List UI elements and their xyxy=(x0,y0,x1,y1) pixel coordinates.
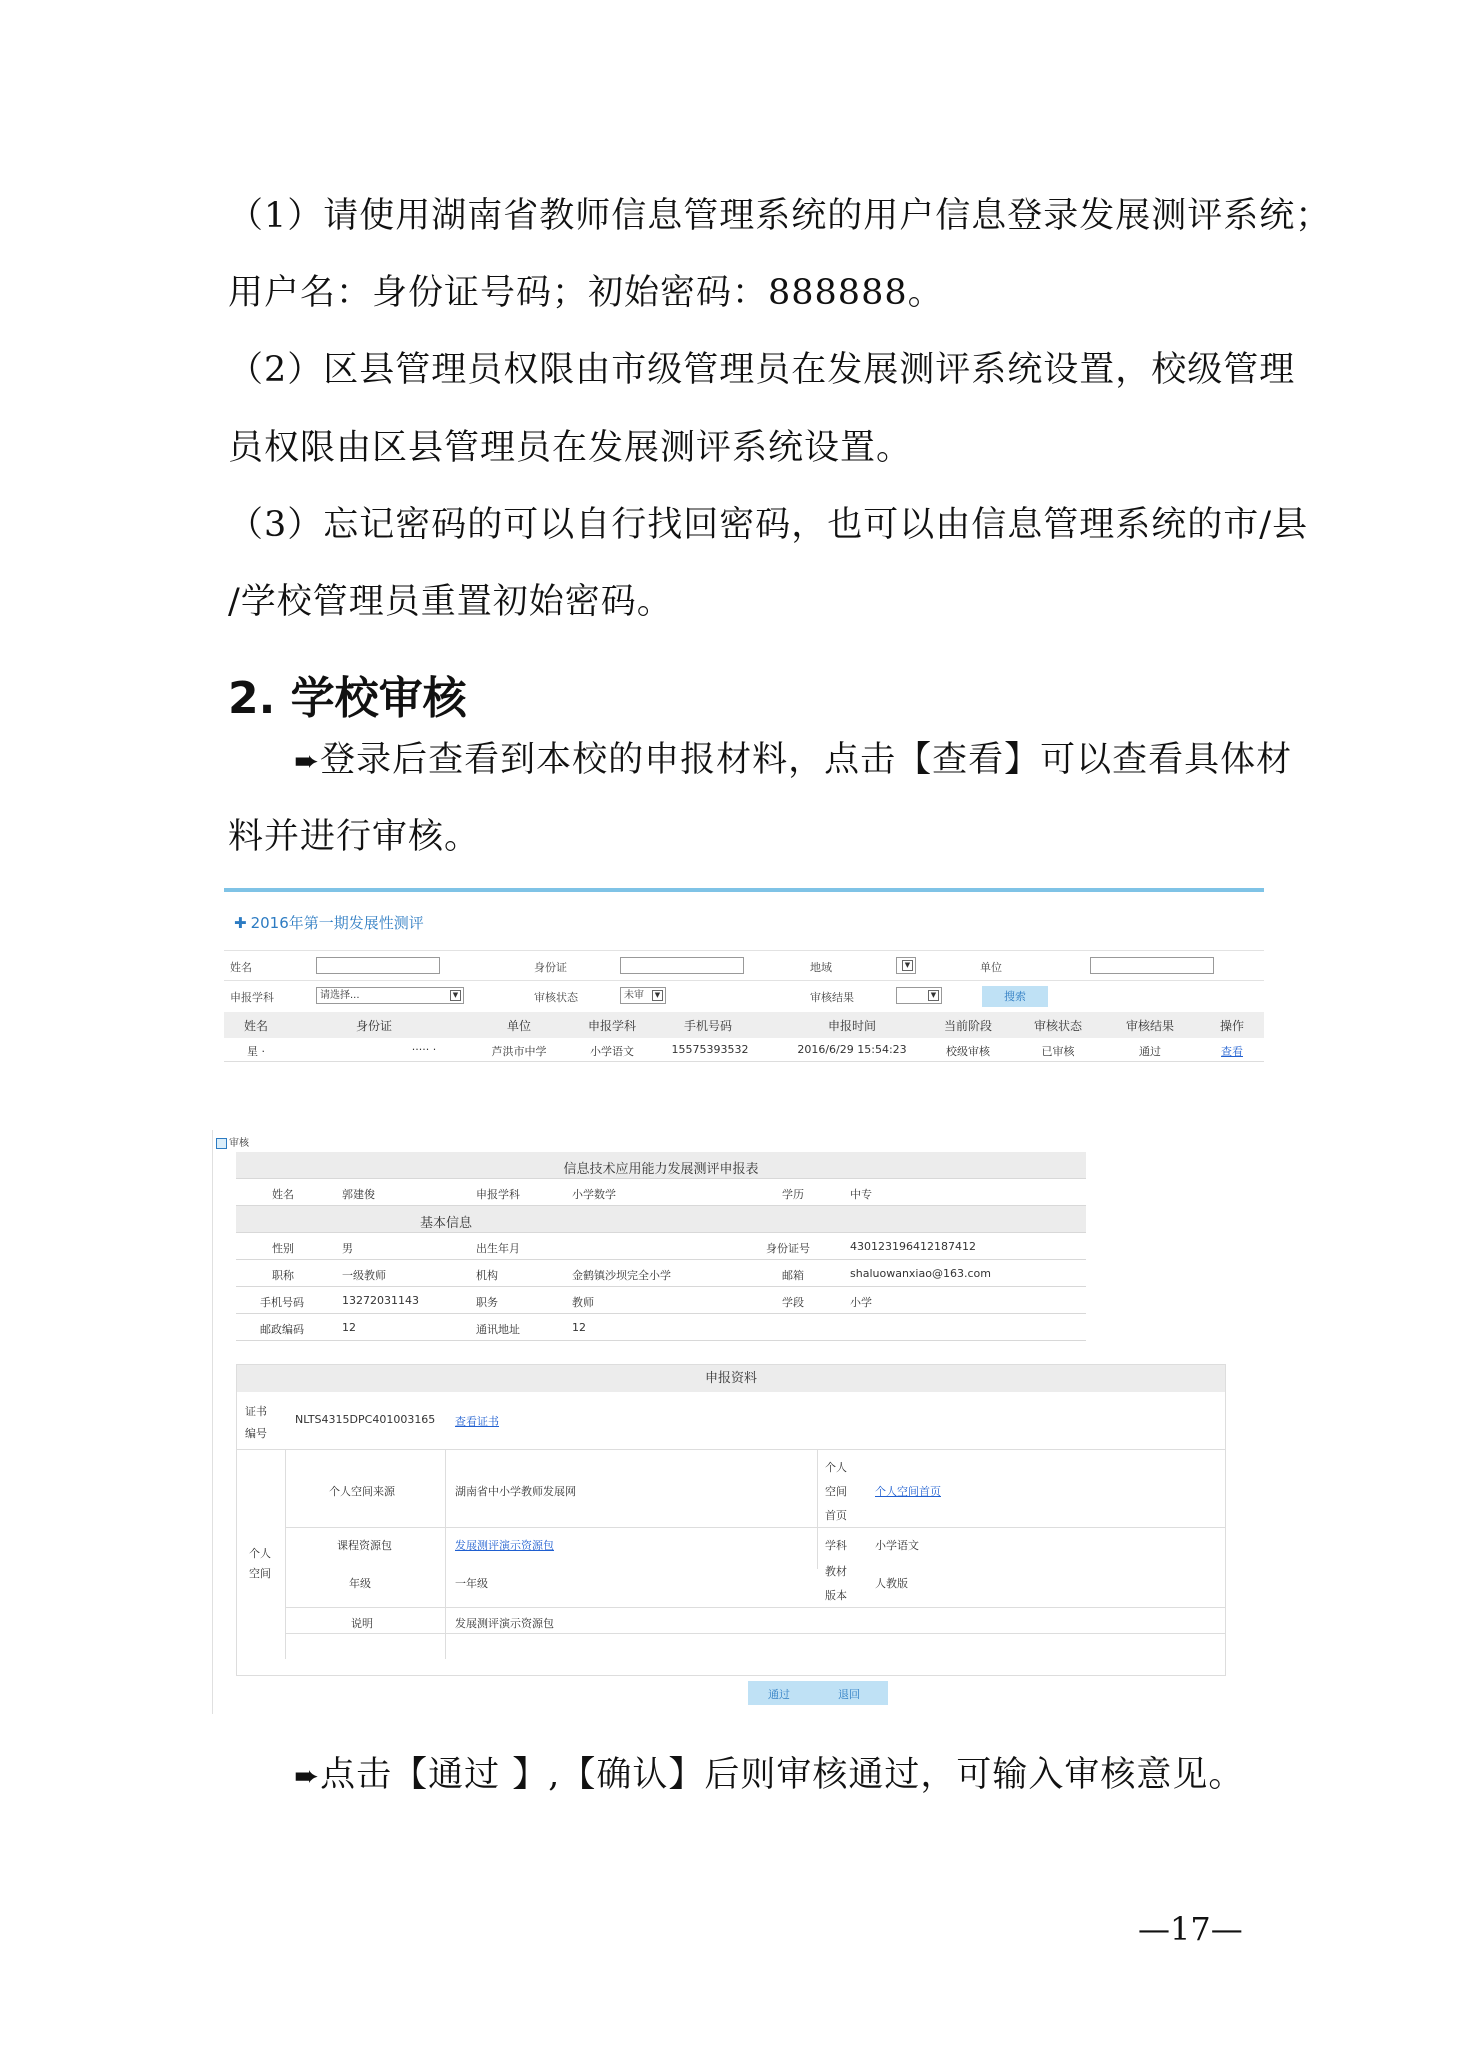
arrow-bullet-icon: ➨ xyxy=(294,1759,321,1794)
unit-label: 单位 xyxy=(980,961,1002,974)
column-header: 当前阶段 xyxy=(943,1019,992,1033)
action-buttons xyxy=(748,1681,888,1705)
email-value: shaluowanxiao@163.com xyxy=(850,1267,991,1280)
space-source-value: 湖南省中小学教师发展网 xyxy=(455,1485,576,1498)
cell-result: 通过 xyxy=(1139,1045,1161,1058)
arrow-bullet-icon: ➨ xyxy=(294,744,321,779)
email-label: 邮箱 xyxy=(782,1269,804,1282)
gender-value: 男 xyxy=(342,1242,353,1255)
paragraph-2-line-1: （2）区县管理员权限由市级管理员在发展测评系统设置，校级管理 xyxy=(228,350,1296,390)
course-label: 课程资源包 xyxy=(337,1539,392,1552)
unit-input[interactable] xyxy=(1090,957,1214,974)
org-label: 机构 xyxy=(476,1269,498,1282)
result-label: 审核结果 xyxy=(810,991,854,1004)
subject-select[interactable] xyxy=(316,987,464,1004)
basic-info-title-row xyxy=(236,1206,1086,1233)
instruction-1-line-2: 料并进行审核。 xyxy=(228,817,481,857)
name-label: 姓名 xyxy=(272,1188,294,1201)
list-screenshot xyxy=(224,888,1264,1068)
idcard-label: 身份证号 xyxy=(766,1242,810,1255)
window-title xyxy=(216,1134,249,1149)
mobile-label: 手机号码 xyxy=(260,1296,304,1309)
grid-row xyxy=(236,1314,1086,1341)
divider xyxy=(285,1633,1225,1634)
materials-section xyxy=(236,1364,1226,1676)
org-value: 金鹤镇沙坝完全小学 xyxy=(572,1269,671,1282)
stage-label: 学段 xyxy=(782,1296,804,1309)
column-header: 姓名 xyxy=(243,1019,268,1033)
divider xyxy=(285,1527,1225,1528)
view-cert-link[interactable]: 查看证书 xyxy=(455,1415,499,1428)
divider xyxy=(817,1449,818,1569)
space-home-label: 个人 xyxy=(825,1461,847,1474)
title-value: 一级教师 xyxy=(342,1269,386,1282)
textbook-value: 人教版 xyxy=(875,1577,908,1590)
space-home-label: 首页 xyxy=(825,1509,847,1522)
note-value: 发展测评演示资源包 xyxy=(455,1617,554,1630)
search-button[interactable]: 搜索 xyxy=(982,986,1048,1007)
cert-label: 证书 xyxy=(245,1405,267,1418)
postcode-label: 邮政编码 xyxy=(260,1323,304,1336)
divider xyxy=(285,1607,1225,1608)
postcode-value: 12 xyxy=(342,1321,356,1334)
address-label: 通讯地址 xyxy=(476,1323,520,1336)
window-icon xyxy=(216,1138,227,1149)
status-label: 审核状态 xyxy=(534,991,578,1004)
grid-row xyxy=(236,1287,1086,1314)
list-title-text: 2016年第一期发展性测评 xyxy=(250,914,424,932)
cell-status: 已审核 xyxy=(1041,1045,1075,1058)
materials-title: 申报资料 xyxy=(237,1365,1225,1392)
table-header xyxy=(224,1012,1264,1038)
instruction-1-text: 登录后查看到本校的申报材料，点击【查看】可以查看具体材 xyxy=(320,740,1293,780)
birth-label: 出生年月 xyxy=(476,1242,520,1255)
paragraph-3-line-2: /学校管理员重置初始密码。 xyxy=(228,582,673,622)
idcard-value: 430123196412187412 xyxy=(850,1240,976,1253)
textbook-label: 教材 xyxy=(825,1565,847,1578)
column-header: 审核状态 xyxy=(1033,1019,1082,1033)
mobile-value: 13272031143 xyxy=(342,1294,419,1307)
table-row xyxy=(224,1038,1264,1062)
chevron-down-icon: ▼ xyxy=(902,960,913,971)
space-home-label: 空间 xyxy=(825,1485,847,1498)
address-value: 12 xyxy=(572,1321,586,1334)
column-header: 审核结果 xyxy=(1125,1019,1174,1033)
space-label: 空间 xyxy=(249,1567,271,1580)
top-bar xyxy=(224,888,1264,892)
paragraph-1-line-2: 用户名：身份证号码；初始密码：888888。 xyxy=(228,273,944,313)
cell-id: ····· · xyxy=(411,1043,437,1056)
divider xyxy=(285,1449,286,1659)
grade-label: 年级 xyxy=(349,1577,371,1590)
divider xyxy=(445,1449,446,1659)
instruction-1-line-1 xyxy=(294,740,1334,782)
return-button[interactable]: 退回 xyxy=(838,1688,860,1701)
position-value: 教师 xyxy=(572,1296,594,1309)
course-link[interactable]: 发展测评演示资源包 xyxy=(455,1539,554,1552)
chevron-down-icon: ▼ xyxy=(652,990,663,1001)
region-label: 地域 xyxy=(810,961,832,974)
subject-value: 小学数学 xyxy=(572,1188,616,1201)
cert-number: NLTS4315DPC401003165 xyxy=(295,1413,436,1426)
column-header: 手机号码 xyxy=(683,1019,732,1033)
list-title xyxy=(234,912,424,933)
detail-screenshot xyxy=(212,1126,1250,1714)
window-title-text: 审核 xyxy=(229,1138,249,1149)
subject-label: 申报学科 xyxy=(476,1188,520,1201)
stage-value: 小学 xyxy=(850,1296,872,1309)
cell-phone: 15575393532 xyxy=(671,1043,749,1056)
grid-row xyxy=(236,1260,1086,1287)
status-select[interactable] xyxy=(620,987,666,1004)
paragraph-1-line-1: （1）请使用湖南省教师信息管理系统的用户信息登录发展测评系统； xyxy=(228,196,1332,236)
basic-info-title: 基本信息 xyxy=(419,1216,472,1231)
page-number: —17— xyxy=(1138,1910,1243,1948)
column-header: 操作 xyxy=(1219,1019,1244,1033)
textbook-label: 版本 xyxy=(825,1589,847,1602)
region-select[interactable] xyxy=(896,957,916,974)
view-link[interactable]: 查看 xyxy=(1221,1045,1243,1058)
gender-label: 性别 xyxy=(272,1242,294,1255)
name-input[interactable] xyxy=(316,957,440,974)
result-select[interactable] xyxy=(896,987,942,1004)
name-value: 郭建俊 xyxy=(342,1188,375,1201)
space-label: 个人 xyxy=(249,1547,271,1560)
chevron-down-icon: ▼ xyxy=(450,990,461,1001)
id-label: 身份证 xyxy=(534,961,567,974)
status-select-value: 未审 xyxy=(624,990,644,1001)
form-title: 信息技术应用能力发展测评申报表 xyxy=(563,1162,759,1177)
paragraph-3-line-1: （3）忘记密码的可以自行找回密码，也可以由信息管理系统的市/县 xyxy=(228,505,1309,545)
title-label: 职称 xyxy=(272,1269,294,1282)
grid-row xyxy=(236,1179,1086,1206)
subject2-label: 学科 xyxy=(825,1539,847,1552)
pass-button[interactable]: 通过 xyxy=(768,1688,790,1701)
cell-name: 星 · xyxy=(247,1045,265,1058)
position-label: 职务 xyxy=(476,1296,498,1309)
cell-time: 2016/6/29 15:54:23 xyxy=(797,1043,907,1056)
note-label: 说明 xyxy=(351,1617,373,1630)
plus-icon: ✚ xyxy=(234,914,247,932)
space-home-link[interactable]: 个人空间首页 xyxy=(875,1485,941,1498)
cert-label: 编号 xyxy=(245,1427,267,1440)
cell-unit: 芦洪市中学 xyxy=(491,1045,547,1058)
column-header: 申报时间 xyxy=(827,1019,876,1033)
education-value: 中专 xyxy=(850,1188,872,1201)
id-input[interactable] xyxy=(620,957,744,974)
column-header: 单位 xyxy=(506,1019,531,1033)
filter-row-1 xyxy=(224,950,1264,980)
space-source-label: 个人空间来源 xyxy=(329,1485,395,1498)
subject2-value: 小学语文 xyxy=(875,1539,919,1552)
paragraph-2-line-2: 员权限由区县管理员在发展测评系统设置。 xyxy=(228,428,913,468)
chevron-down-icon: ▼ xyxy=(928,990,939,1001)
grid-row xyxy=(236,1233,1086,1260)
instruction-2-text: 点击【通过 】,【确认】后则审核通过，可输入审核意见。 xyxy=(320,1755,1245,1795)
column-header: 申报学科 xyxy=(587,1019,636,1033)
name-label: 姓名 xyxy=(230,961,252,974)
divider xyxy=(237,1449,1225,1450)
subject-label: 申报学科 xyxy=(230,991,274,1004)
grade-value: 一年级 xyxy=(455,1577,488,1590)
section-heading: 2. 学校审核 xyxy=(228,673,467,724)
education-label: 学历 xyxy=(782,1188,804,1201)
instruction-2 xyxy=(294,1755,1334,1797)
form-title-row xyxy=(236,1152,1086,1179)
column-header: 身份证 xyxy=(355,1019,392,1033)
subject-select-value: 请选择... xyxy=(320,990,360,1001)
filter-row-2 xyxy=(224,980,1264,1010)
cell-stage: 校级审核 xyxy=(946,1045,990,1058)
cell-subject: 小学语文 xyxy=(590,1045,634,1058)
